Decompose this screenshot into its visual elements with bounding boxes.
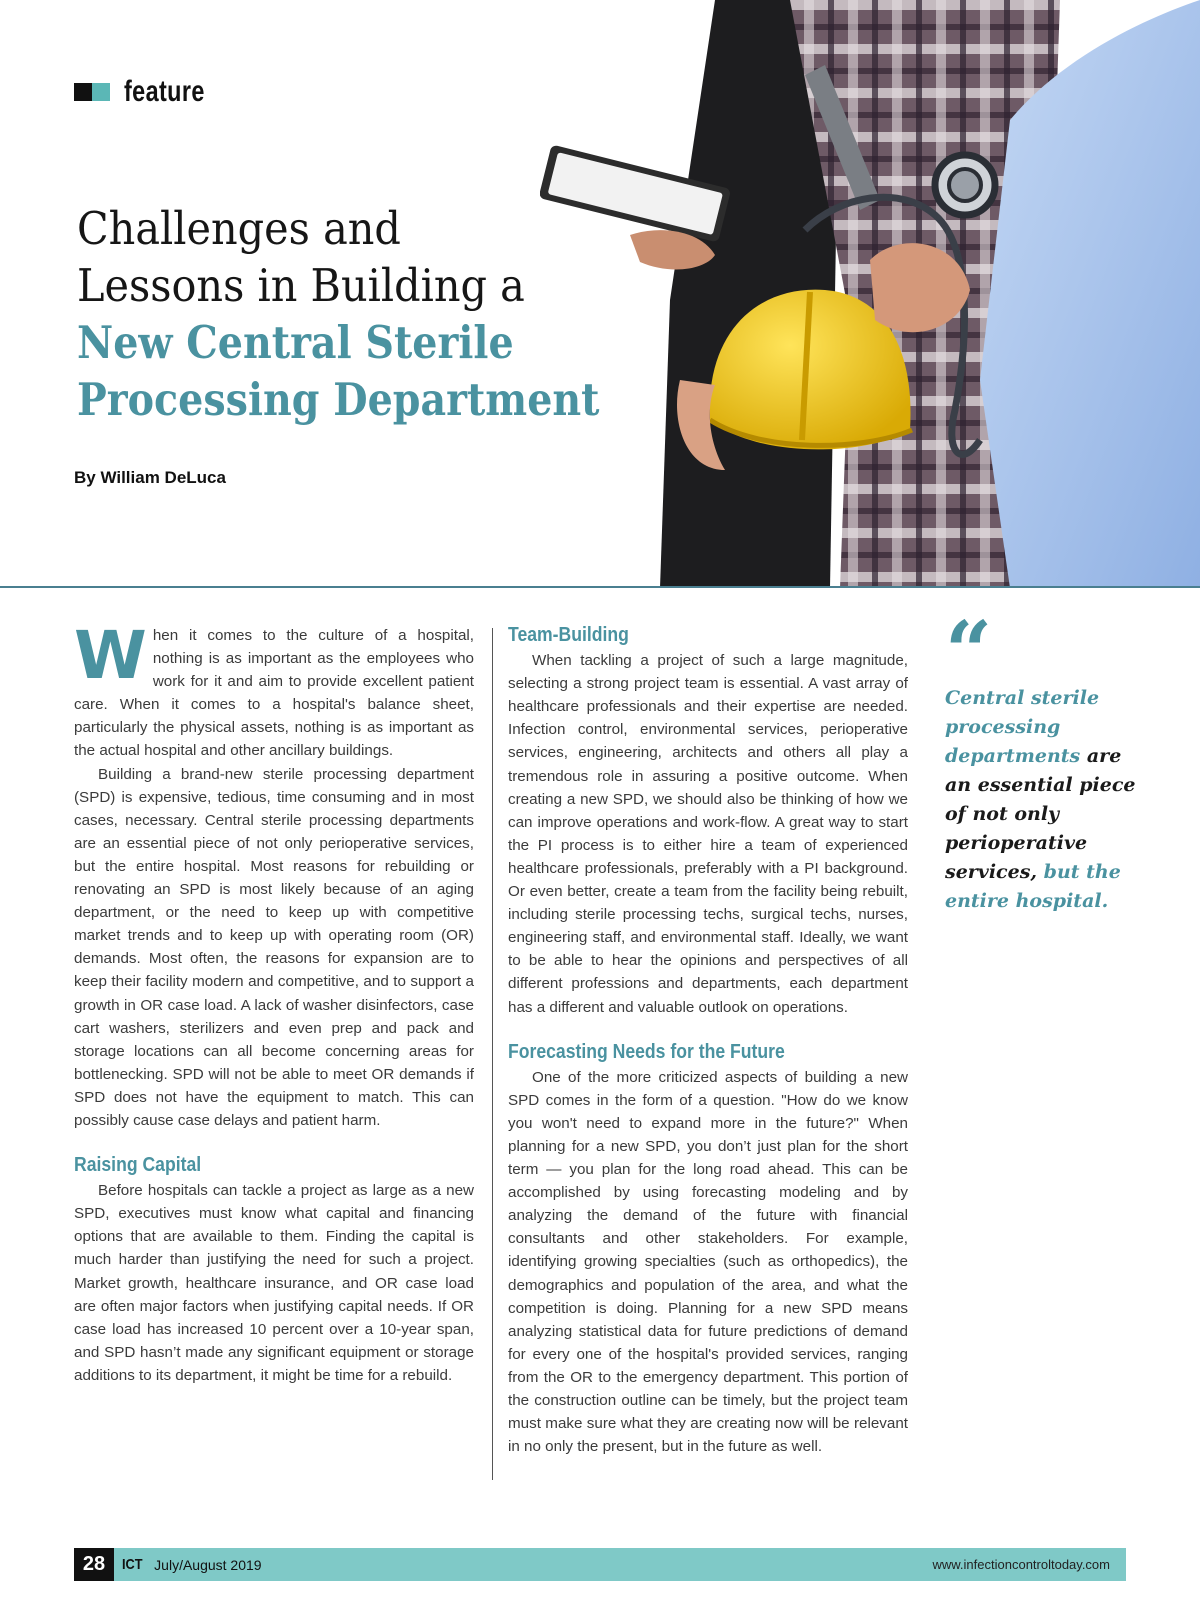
body-paragraph: When tackling a project of such a large magnitude, selecting a strong project team is essential. A vast array of healthcare professionals and their expertise are needed. Infection control, environmental services, perioperative services, engineering, architects and others all play a tremendous role in assuring a positive outcome. When creating a new SPD, we should also be thinking of how we can improve operations and work-flow. A great way to start the PI process is to either hire a team of experienced healthcare professionals, preferably with a PI background. Or even better, create a team from the facility being rebuilt, including sterile processing techs, surgical techs, nurses, engineering staff, and environmental staff. Ideally, we want to be able to hear the opinions and perspectives of all different professions and departments, each department has a different and valuable outlook on operations.: [508, 652, 908, 1016]
header-divider: [0, 586, 1200, 588]
section-marker-teal: [92, 83, 110, 101]
pull-quote-part-2: are an essential piece of not only perioperative services,: [945, 745, 1136, 883]
article-column-2: [508, 624, 908, 1458]
body-paragraph: Before hospitals can tackle a project as large as a new SPD, executives must know what capital and financing options that are available to them. Finding the capital is much harder than justifying the need for such a project. Market growth, healthcare insurance, and OR case load are often major factors when justifying capital needs. If OR case load has increased 10 percent over a 10-year span, and SPD hasn’t made any significant equipment or storage additions to its department, it might be time for a rebuild.: [74, 1182, 474, 1384]
title-line-1: Challenges and: [77, 202, 401, 255]
body-paragraph: Building a brand-new sterile processing department (SPD) is expensive, tedious, time consuming and in most cases, necessary. Central sterile processing departments are an essential piece of not only perioperative services, but the entire hospital. Most reasons for rebuilding or renovating an SPD is most likely because of an aging department, or the need to keep up with competitive market trends and to keep up with operating room (OR) demands. Most often, the reasons for expansion are to keep their facility modern and competitive, and to support a growth in OR case load. A lack of washer disinfectors, case cart washers, sterilizers and even prep and pack and storage locations can all become concerning areas for bottlenecking. SPD will not be able to meet OR demands if SPD does not have the equipment to match. This can possibly cause case delays and patient harm.: [74, 765, 474, 1129]
page-number: 28: [74, 1548, 114, 1581]
subhead-raising-capital: Raising Capital: [74, 1154, 202, 1177]
magazine-name: ICT: [122, 1556, 143, 1573]
drop-cap: W: [74, 617, 147, 694]
pull-quote-part-1: Central sterile processing departments: [945, 687, 1100, 767]
section-marker-dark: [74, 83, 92, 101]
quote-mark-icon: “: [945, 604, 993, 700]
issue-date: July/August 2019: [154, 1556, 262, 1573]
article-column-1: [74, 617, 474, 1387]
page-footer: [74, 1548, 1126, 1581]
body-paragraph: One of the more criticized aspects of building a new SPD comes in the form of a question. "How do we know you won't need to expand more in the future?" When planning for a new SPD, you don’t just plan for the short term — you plan for the long road ahead. This can be accomplished by using forecasting modeling and by analyzing the demand of the future with financial consultants and other stakeholders. For example, identifying growing specialties (such as orthopedics), the demographics and population of the area, and what the competition is doing. Planning for a new SPD means analyzing statistical data for future predictions of demand for every one of the hospital's provided services, ranging from the OR to the emergency department. This portion of the construction outline can be timely, but the project team must make sure what they are creating now will be relevant in no only the present, but in the future as well.: [508, 1068, 908, 1456]
intro-paragraph: [74, 617, 474, 763]
pull-quote-text: [945, 684, 1145, 916]
intro-paragraph-text: hen it comes to the culture of a hospital, nothing is as important as the employees who work for it and aim to provide excellent patient care. When it comes to a hospital's balance sheet, particularly the physical assets, nothing is as important as the actual hospital and other ancillary buildings.: [74, 627, 474, 760]
hero-photo: [540, 0, 1200, 588]
title-line-4: Processing Department: [77, 373, 600, 426]
byline: By William DeLuca: [74, 468, 226, 487]
title-line-3: New Central Sterile: [77, 316, 514, 369]
subhead-forecasting: Forecasting Needs for the Future: [508, 1040, 785, 1063]
column-rule: [492, 628, 493, 1480]
pull-quote: [945, 604, 1145, 916]
section-tag: [74, 72, 228, 112]
pull-quote-part-3: but the entire hospital.: [945, 861, 1121, 912]
title-line-2: Lessons in Building a: [77, 259, 525, 312]
subhead-team-building: Team-Building: [508, 624, 629, 646]
website-url: www.infectioncontroltoday.com: [932, 1557, 1110, 1572]
section-label: feature: [124, 75, 205, 108]
